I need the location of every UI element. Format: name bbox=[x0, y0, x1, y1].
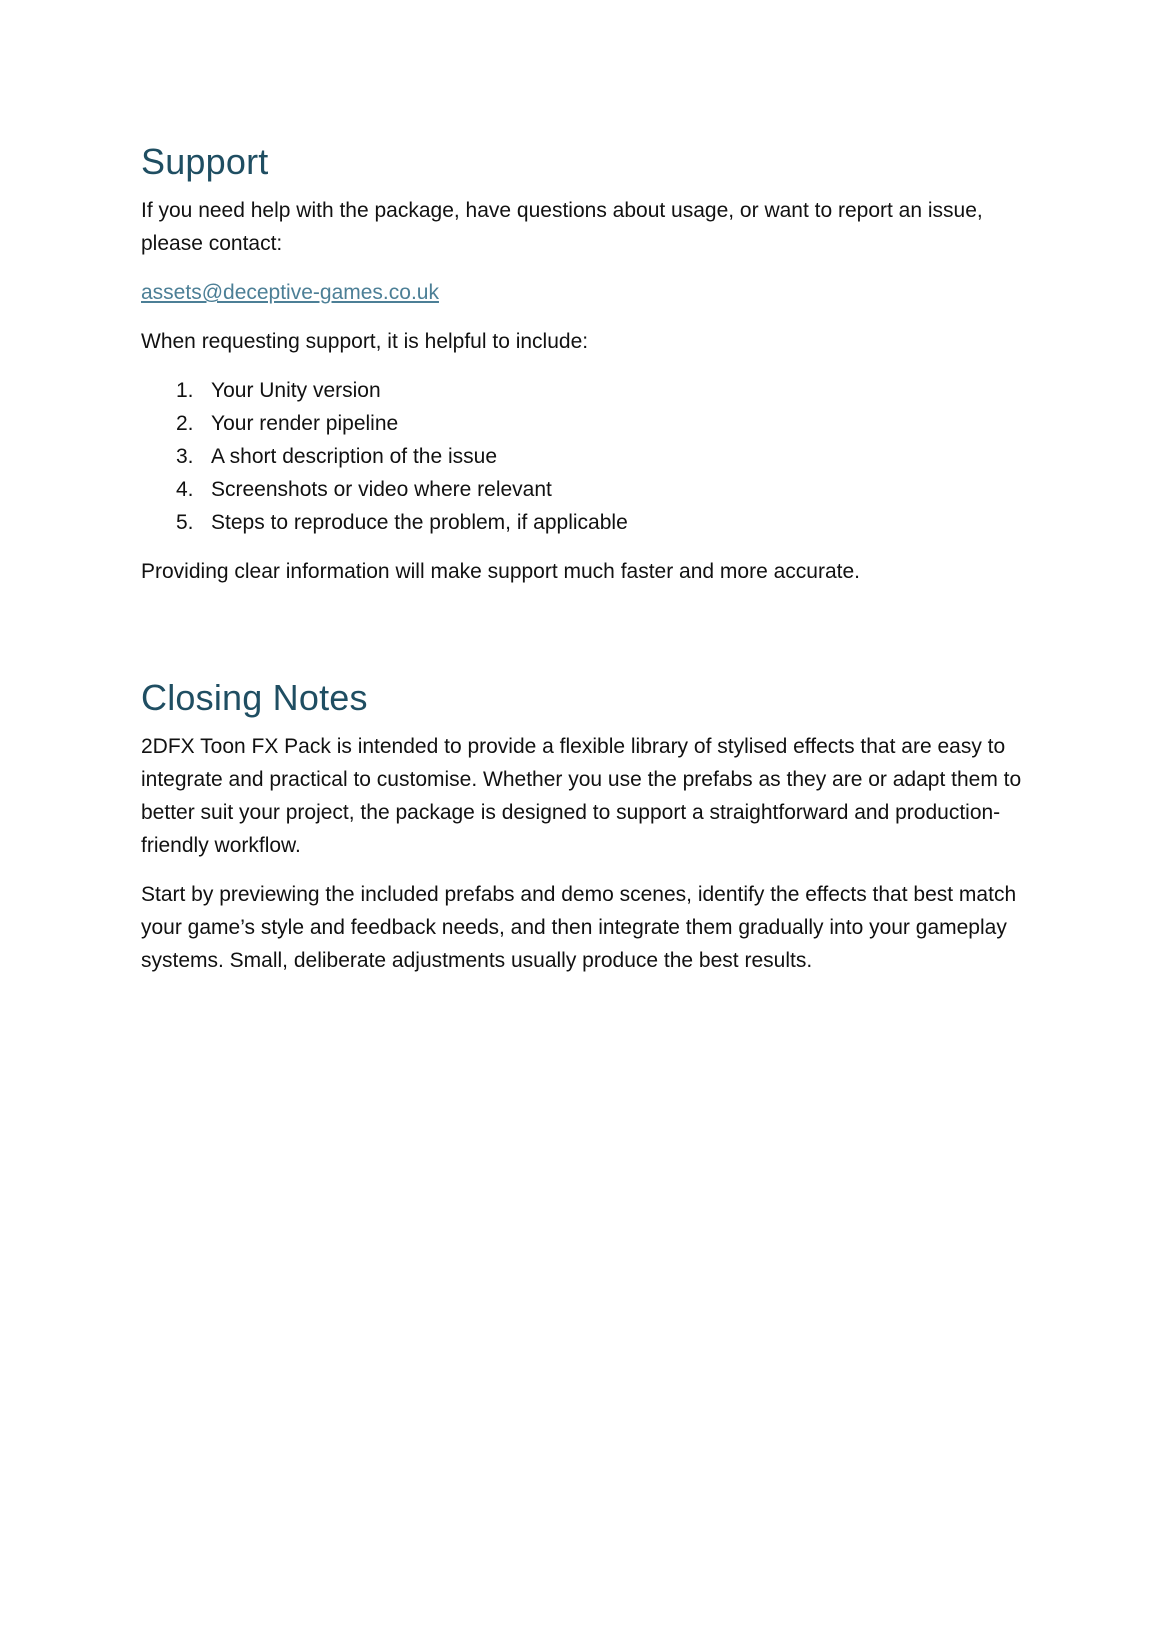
list-item bbox=[141, 440, 1031, 473]
closing-notes-paragraph-1: 2DFX Toon FX Pack is intended to provide a flexible library of stylised effects that are easy to integrate and practical to customise. Whether you use the prefabs as they are or adapt them to better suit your project, the package is designed to support a straightforward and production-friendly workflow. bbox=[141, 735, 1022, 857]
closing-notes-heading: Closing Notes bbox=[141, 677, 368, 718]
list-item bbox=[141, 374, 1031, 407]
support-email-link[interactable]: assets@deceptive-games.co.uk bbox=[141, 281, 439, 304]
list-number: 3. bbox=[176, 445, 194, 468]
list-item-text: Your render pipeline bbox=[211, 412, 399, 435]
closing-notes-paragraph-2: Start by previewing the included prefabs and demo scenes, identify the effects that best match your game’s style and feedback needs, and then integrate them gradually into your gameplay systems. Small, deliberate adjustments usually produce the best results. bbox=[141, 883, 1017, 972]
support-request-intro: When requesting support, it is helpful to include: bbox=[141, 330, 589, 353]
list-item bbox=[141, 506, 1031, 539]
support-heading: Support bbox=[141, 141, 269, 182]
list-item-text: Steps to reproduce the problem, if applicable bbox=[211, 511, 628, 534]
list-item-text: Your Unity version bbox=[211, 379, 381, 402]
document-page bbox=[141, 140, 1031, 993]
list-number: 5. bbox=[176, 511, 194, 534]
list-item-text: A short description of the issue bbox=[211, 445, 497, 468]
support-checklist bbox=[141, 374, 1031, 539]
list-number: 2. bbox=[176, 412, 194, 435]
list-item-text: Screenshots or video where relevant bbox=[211, 478, 552, 501]
support-closing: Providing clear information will make support much faster and more accurate. bbox=[141, 560, 860, 583]
support-intro: If you need help with the package, have questions about usage, or want to report an issue, please contact: bbox=[141, 199, 983, 255]
list-item bbox=[141, 473, 1031, 506]
section-spacer bbox=[141, 604, 1031, 676]
list-number: 1. bbox=[176, 379, 194, 402]
list-item bbox=[141, 407, 1031, 440]
list-number: 4. bbox=[176, 478, 194, 501]
